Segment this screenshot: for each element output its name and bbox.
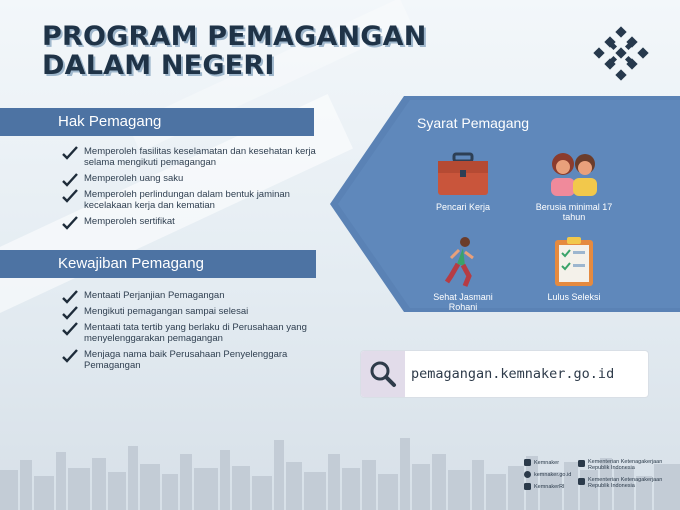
list-item-text: Mentaati tata tertib yang berlaku di Perusahaan yang menyelenggarakan pemagangan xyxy=(84,322,307,344)
list-item xyxy=(62,146,322,168)
checkmark-icon xyxy=(62,306,78,320)
website-url-box[interactable] xyxy=(361,351,648,397)
couple-icon xyxy=(547,150,601,198)
checklist-icon xyxy=(553,236,595,288)
title-line-1: PROGRAM PEMAGANGAN xyxy=(42,21,427,52)
youtube-icon xyxy=(578,478,585,485)
instagram-handle: Kemnaker xyxy=(534,459,560,466)
search-icon-box xyxy=(361,351,405,397)
twitter-handle: KemnakerRI xyxy=(534,483,565,490)
globe-icon xyxy=(524,471,531,478)
runner-icon xyxy=(443,236,483,288)
kewajiban-pemagang-header xyxy=(0,250,316,278)
requirement-label: Berusia minimal 17 tahun xyxy=(535,202,613,222)
list-item xyxy=(62,306,322,317)
facebook-icon xyxy=(578,460,585,467)
kewajiban-pemagang-title: Kewajiban Pemagang xyxy=(58,255,204,272)
requirement-item xyxy=(418,152,508,212)
requirement-label: Sehat Jasmani Rohani xyxy=(433,292,493,312)
requirement-label: Lulus Seleksi xyxy=(547,292,601,302)
hak-pemagang-list xyxy=(62,146,322,232)
list-item-text: Memperoleh perlindungan dalam bentuk jaminan kecelakaan kerja dan kematian xyxy=(84,189,290,211)
list-item-text: Mengikuti pemagangan sampai selesai xyxy=(84,306,249,317)
checkmark-icon xyxy=(62,349,78,363)
youtube-link[interactable] xyxy=(578,477,678,489)
syarat-pemagang-title: Syarat Pemagang xyxy=(417,115,530,131)
list-item xyxy=(62,216,322,227)
hak-pemagang-title: Hak Pemagang xyxy=(58,113,162,130)
facebook-link[interactable] xyxy=(578,459,678,471)
list-item xyxy=(62,322,322,344)
list-item xyxy=(62,189,322,211)
requirement-label: Pencari Kerja xyxy=(435,202,491,212)
requirement-item xyxy=(418,236,508,312)
list-item-text: Memperoleh sertifikat xyxy=(84,216,175,227)
checkmark-icon xyxy=(62,146,78,160)
checkmark-icon xyxy=(62,173,78,187)
kewajiban-pemagang-list xyxy=(62,290,322,376)
checkmark-icon xyxy=(62,322,78,336)
requirement-item xyxy=(526,150,622,222)
hak-pemagang-header xyxy=(0,108,314,136)
checkmark-icon xyxy=(62,189,78,203)
youtube-text: Kementerian Ketenagakerjaan Republik Indonesia xyxy=(588,477,663,489)
briefcase-icon xyxy=(436,152,490,198)
list-item xyxy=(62,349,322,371)
list-item-text: Memperoleh fasilitas keselamatan dan kesehatan kerja selama mengikuti pemagangan xyxy=(84,146,316,168)
checkmark-icon xyxy=(62,290,78,304)
website-url[interactable]: pemagangan.kemnaker.go.id xyxy=(411,366,615,382)
list-item xyxy=(62,173,322,184)
instagram-icon xyxy=(524,459,531,466)
checkmark-icon xyxy=(62,216,78,230)
list-item-text: Memperoleh uang saku xyxy=(84,173,184,184)
twitter-icon xyxy=(524,483,531,490)
website-text: kemnaker.go.id xyxy=(534,471,572,478)
instagram-link[interactable] xyxy=(524,459,559,466)
twitter-link[interactable] xyxy=(524,483,565,490)
facebook-text: Kementerian Ketenagakerjaan Republik Indonesia xyxy=(588,459,663,471)
list-item-text: Menjaga nama baik Perusahaan Penyelenggara Pemagangan xyxy=(84,349,288,371)
title-line-2: DALAM NEGERI xyxy=(42,50,275,81)
search-icon xyxy=(361,351,405,397)
list-item xyxy=(62,290,322,301)
list-item-text: Mentaati Perjanjian Pemagangan xyxy=(84,290,225,301)
requirement-item xyxy=(526,236,622,302)
kemnaker-logo-icon xyxy=(592,26,650,84)
page-title xyxy=(42,22,427,80)
website-link[interactable] xyxy=(524,471,571,478)
